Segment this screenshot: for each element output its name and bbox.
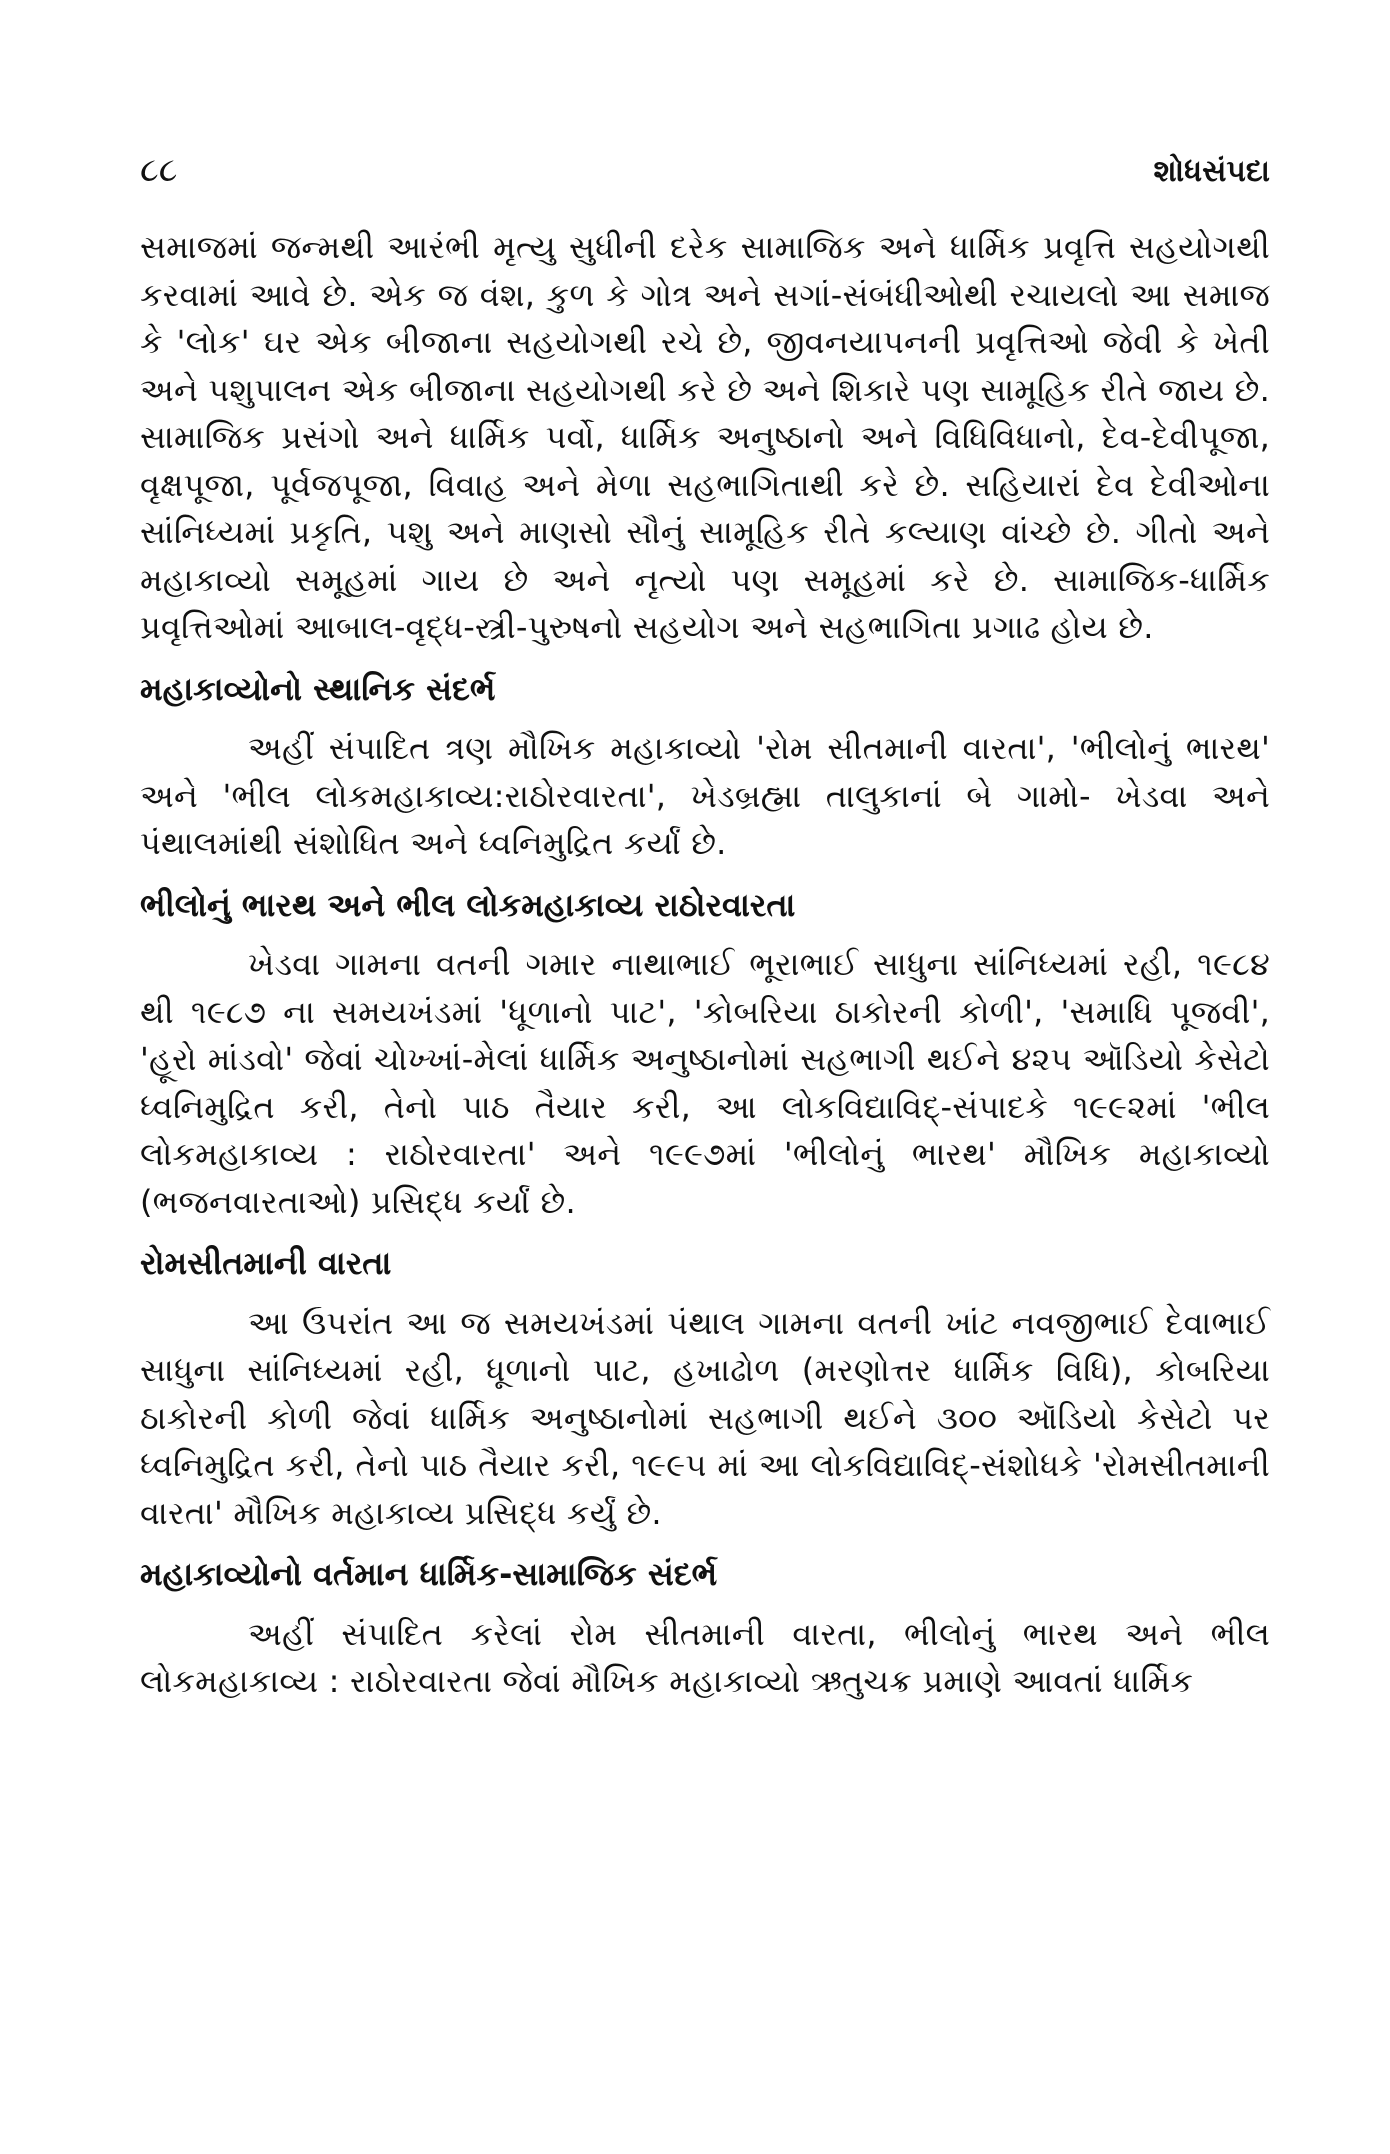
body-paragraph: અહીં સંપાદિત કરેલાં રોમ સીતમાની વારતા, ભીલોનું ભારથ અને ભીલ લોકમહાકાવ્ય : રાઠોરવારતા જેવાં મૌખિક મહાકાવ્યો ઋતુચક્ર પ્રમાણે આવતાં ધાર્મિક — [140, 1614, 1270, 1700]
page-number: ૮૮ — [140, 150, 178, 190]
section-heading: મહાકાવ્યોનો વર્તમાન ધાર્મિક-સામાજિક સંદર્ભ — [140, 1555, 718, 1593]
running-title: શોધસંપદા — [1153, 154, 1270, 189]
section-heading: મહાકાવ્યોનો સ્થાનિક સંદર્ભ — [140, 669, 496, 708]
body-paragraph: આ ઉપરાંત આ જ સમયખંડમાં પંથાલ ગામના વતની ખાંટ નવજીભાઈ દેવાભાઈ સાધુના સાંનિધ્યમાં રહી, ધૂળાનો પાટ, હખાઢોળ (મરણોત્તર ધાર્મિક વિધિ), કોબરિયા ઠાકોરની કોળી જેવાં ધાર્મિક અનુષ્ઠાનોમાં સહભાગી થઈને ૩૦૦ ઑડિયો કેસેટો પર ધ્વનિમુદ્રિત કરી, તેનો પાઠ તૈયાર કરી, ૧૯૯૫ માં આ લોકવિદ્યાવિદ્-સંશોધકે 'રોમસીતમાની વારતા' મૌખિક મહાકાવ્ય પ્રસિદ્ધ કર્યું છે. — [140, 1303, 1270, 1532]
body-paragraph: સમાજમાં જન્મથી આરંભી મૃત્યુ સુધીની દરેક સામાજિક અને ધાર્મિક પ્રવૃત્તિ સહયોગથી કરવામાં આવે છે. એક જ વંશ, કુળ કે ગોત્ર અને સગાં-સંબંધીઓથી રચાયલો આ સમાજ કે 'લોક' ઘર એક બીજાના સહયોગથી રચે છે, જીવનયાપનની પ્રવૃત્તિઓ જેવી કે ખેતી અને પશુપાલન એક બીજાના સહયોગથી કરે છે અને શિકારે પણ સામૂહિક રીતે જાય છે. સામાજિક પ્રસંગો અને ધાર્મિક પર્વો, ધાર્મિક અનુષ્ઠાનો અને વિધિવિધાનો, દેવ-દેવીપૂજા, વૃક્ષપૂજા, પૂર્વજપૂજા, વિવાહ અને મેળા સહભાગિતાથી કરે છે. સહિયારાં દેવ દેવીઓના સાંનિધ્યમાં પ્રકૃતિ, પશુ અને માણસો સૌનું સામૂહિક રીતે કલ્યાણ વાંચ્છે છે. ગીતો અને મહાકાવ્યો સમૂહમાં ગાય છે અને નૃત્યો પણ સમૂહમાં કરે છે. સામાજિક-ધાર્મિક પ્રવૃત્તિઓમાં આબાલ-વૃદ્ધ-સ્ત્રી-પુરુષનો સહયોગ અને સહભાગિતા પ્રગાઢ હોય છે. — [140, 228, 1270, 646]
body-paragraph: ખેડવા ગામના વતની ગમાર નાથાભાઈ ભૂરાભાઈ સાધુના સાંનિધ્યમાં રહી, ૧૯૮૪ થી ૧૯૮૭ ના સમયખંડમાં 'ધૂળાનો પાટ', 'કોબરિયા ઠાકોરની કોળી', 'સમાધિ પૂજવી', 'હૂરો માંડવો' જેવાં ચોખ્ખાં-મેલાં ધાર્મિક અનુષ્ઠાનોમાં સહભાગી થઈને ૪૨૫ ઑડિયો કેસેટો ધ્વનિમુદ્રિત કરી, તેનો પાઠ તૈયાર કરી, આ લોકવિદ્યાવિદ્-સંપાદકે ૧૯૯૨માં 'ભીલ લોકમહાકાવ્ય : રાઠોરવારતા' અને ૧૯૯૭માં 'ભીલોનું ભારથ' મૌખિક મહાકાવ્યો (ભજનવારતાઓ) પ્રસિદ્ધ કર્યાં છે. — [140, 945, 1270, 1221]
page-header — [140, 150, 1270, 220]
section-heading: રોમસીતમાની વારતા — [140, 1244, 392, 1282]
section-heading: ભીલોનું ભારથ અને ભીલ લોકમહાકાવ્ય રાઠોરવારતા — [140, 885, 796, 924]
book-page — [140, 150, 1270, 1706]
body-paragraph: અહીં સંપાદિત ત્રણ મૌખિક મહાકાવ્યો 'રોમ સીતમાની વારતા', 'ભીલોનું ભારથ' અને 'ભીલ લોકમહાકાવ્ય:રાઠોરવારતા', ખેડબ્રહ્મા તાલુકાનાં બે ગામો- ખેડવા અને પંથાલમાંથી સંશોધિત અને ધ્વનિમુદ્રિત કર્યાં છે. — [140, 729, 1270, 862]
